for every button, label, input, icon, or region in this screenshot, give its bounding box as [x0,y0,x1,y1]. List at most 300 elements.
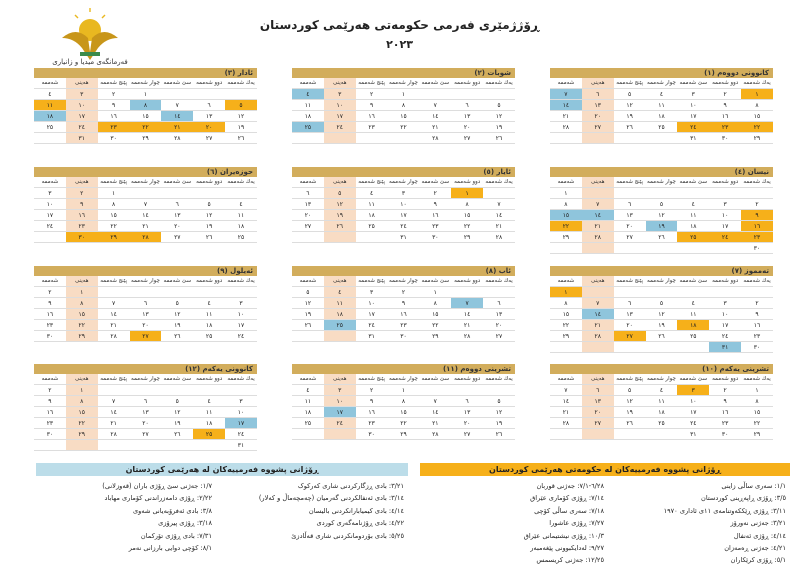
day-cell [356,232,388,243]
weekday-label: پێنج شەممە [356,78,388,89]
day-cell: ٢ [34,385,66,396]
day-cell: ١ [550,188,582,199]
day-cell: ١٢ [292,298,324,309]
weekday-label: یەك شەممە [483,78,515,89]
day-cell: ٢٠ [130,418,162,429]
holiday-entry: ٧/١٨: سەری ساڵی کۆچی [534,506,604,515]
day-cell: ١١ [677,309,709,320]
day-cell: ٢١ [451,320,483,331]
local-holidays-box [36,463,408,563]
day-cell: ٩ [356,100,388,111]
holiday-entry: ٣/١٨: ڕۆژی پیرۆزی [158,519,212,528]
day-cell: ١٢ [161,309,193,320]
day-cell [646,243,678,254]
day-cell: ٢٧ [451,133,483,144]
day-cell: ٤ [193,396,225,407]
day-cell: ١٣ [451,111,483,122]
day-cell: ٩ [356,396,388,407]
day-cell: ١٣ [292,199,324,210]
day-cell: ١٧ [225,320,257,331]
national-holidays-title: ڕۆژانی پشووە فەرمییەکان لە حکومەتی هەرێمی کوردستان [420,463,790,476]
day-cell: ١٣ [130,309,162,320]
day-cell: ١٩ [646,221,678,232]
weekday-label: دوو شەممە [193,374,225,385]
day-cell: ٢٦ [646,331,678,342]
day-cell [741,287,773,298]
day-cell: ١٠ [324,100,356,111]
day-cell: ١٠ [66,100,98,111]
day-cell: ١٢ [161,407,193,418]
month-title: ئایار (٥) [292,167,515,177]
day-cell: ٦ [451,396,483,407]
holiday-entry: ٩/٢٧: لەدایکبوونی پێغەمبەر [530,544,604,553]
day-cell: ١٤ [130,210,162,221]
day-cell: ٢ [98,89,130,100]
holiday-entry: ٨/١: کۆچی دوایی بارزانی نەمر [128,544,212,553]
day-cell: ١٨ [324,309,356,320]
day-cell: ٢٥ [324,320,356,331]
day-cell: ٢٧ [161,232,193,243]
day-cell: ٢٣ [98,122,130,133]
day-cell: ١٠ [356,298,388,309]
day-cell: ٢٢ [130,122,162,133]
holiday-entry: ٣/٥: ڕۆژی ڕاپەڕینی کوردستان [701,494,786,503]
day-cell: ١٧ [709,221,741,232]
day-cell [677,243,709,254]
weekday-label: چوار شەممە [130,78,162,89]
holiday-entry: ٥/١: ڕۆژی کرێکاران [730,556,786,565]
day-cell: ١٠ [677,100,709,111]
day-cell: ١٢ [646,210,678,221]
day-cell [483,287,515,298]
day-cell: ٢٧ [614,232,646,243]
weekday-label: سێ شەممە [677,177,709,188]
day-cell: ١٩ [324,210,356,221]
day-cell: ٢٦ [161,331,193,342]
day-cell: ٧ [419,396,451,407]
weekday-label: دوو شەممە [451,276,483,287]
holiday-entry: ٤/١٤: بادی کیمیابارانکردنی بالیسان [308,506,404,515]
day-cell: ٢٧ [292,221,324,232]
day-cell [130,188,162,199]
day-cell: ١١ [646,396,678,407]
day-cell [130,440,162,451]
day-cell: ٢٨ [582,232,614,243]
weekday-label: شەممە [34,276,66,287]
weekday-label: هەینی [324,374,356,385]
day-cell: ١٨ [677,221,709,232]
day-cell: ١٨ [292,111,324,122]
day-cell: ٢٧ [130,429,162,440]
day-cell: ١٢ [483,111,515,122]
weekday-label: هەینی [324,177,356,188]
day-cell [98,287,130,298]
day-cell: ٢٦ [292,320,324,331]
day-cell: ٦ [614,298,646,309]
local-holidays-title: ڕۆژانی پشووە فەرمییەکان لە هەرێمی کوردستان [36,463,408,476]
day-cell [614,287,646,298]
day-cell: ٢٥ [292,418,324,429]
day-cell [582,342,614,353]
weekday-label: هەینی [324,78,356,89]
day-cell: ١٦ [741,221,773,232]
day-cell: ١٥ [550,210,582,221]
day-cell [193,188,225,199]
day-cell: ٢٩ [66,331,98,342]
day-cell [451,287,483,298]
day-cell: ٣٠ [98,133,130,144]
day-cell: ٢٩ [451,232,483,243]
day-cell: ١٩ [483,418,515,429]
day-cell: ٢٠ [161,221,193,232]
day-cell: ٦ [582,385,614,396]
weekday-label: هەینی [582,177,614,188]
weekday-label: شەممە [550,177,582,188]
day-cell: ٢٤ [709,331,741,342]
day-cell: ٢٠ [451,418,483,429]
day-cell: ١٥ [66,309,98,320]
weekday-label: پێنج شەممە [614,78,646,89]
day-cell: ١٠ [709,210,741,221]
day-cell: ١٣ [582,100,614,111]
day-cell: ٣١ [356,331,388,342]
day-cell: ١٩ [161,418,193,429]
day-cell: ٢٥ [646,122,678,133]
day-cell: ١٦ [709,111,741,122]
day-cell: ١٧ [677,407,709,418]
month-calendar [34,364,257,451]
day-cell [550,342,582,353]
day-cell: ٢٣ [356,418,388,429]
day-cell: ٢٩ [130,133,162,144]
day-cell: ٢٨ [130,232,162,243]
weekday-label: پێنج شەممە [98,374,130,385]
day-cell: ١٤ [582,309,614,320]
day-cell: ١٦ [34,407,66,418]
day-cell: ٢٣ [66,221,98,232]
day-cell: ٢٨ [582,331,614,342]
day-cell [677,287,709,298]
day-cell: ٢١ [98,418,130,429]
day-cell: ٣٠ [741,243,773,254]
day-cell: ٢٢ [66,320,98,331]
weekday-label: سێ شەممە [161,374,193,385]
weekday-label: دوو شەممە [709,177,741,188]
holiday-entry: ٢/٢٢: ڕۆژی دامەزراندنی کۆماری مهاباد [104,494,212,503]
day-cell: ٢٤ [356,320,388,331]
weekday-label: شەممە [550,276,582,287]
day-cell: ٢١ [419,122,451,133]
day-cell: ٢٩ [388,429,420,440]
weekday-label: شەممە [34,78,66,89]
day-cell: ١٤ [483,210,515,221]
day-cell: ٢٠ [130,320,162,331]
day-cell: ٣٠ [709,429,741,440]
weekday-label: پێنج شەممە [356,276,388,287]
day-cell [193,440,225,451]
day-cell: ٢١ [161,122,193,133]
day-cell: ٦ [193,100,225,111]
day-cell: ٢٤ [324,418,356,429]
holiday-entry: ٤/٢٢: بادی ڕۆژنامەگەری کوردی [316,519,404,528]
day-cell: ٣١ [677,429,709,440]
day-cell: ١٩ [614,407,646,418]
day-cell: ١١ [193,407,225,418]
logo-caption: فەرمانگەی میدیا و زانیاری [52,58,128,66]
day-cell: ٢٠ [193,122,225,133]
day-cell: ٢٠ [582,111,614,122]
day-cell: ٢٤ [388,221,420,232]
weekday-label: پێنج شەممە [614,374,646,385]
day-cell: ٣٠ [356,429,388,440]
month-calendar [292,68,515,144]
day-cell: ٣١ [677,133,709,144]
day-cell: ٣٠ [741,342,773,353]
day-cell: ٨ [741,396,773,407]
day-cell: ٢٢ [550,221,582,232]
day-cell: ١٠ [34,199,66,210]
day-cell: ٢٥ [193,331,225,342]
holiday-entry: ٤/١٤: ڕۆژی ئەنفال [733,531,786,540]
day-cell: ٤ [292,385,324,396]
day-cell [193,287,225,298]
day-cell: ٢١ [550,111,582,122]
weekday-label: دوو شەممە [193,177,225,188]
day-cell: ٢٥ [292,122,324,133]
weekday-label: چوار شەممە [130,177,162,188]
holiday-entry: ١/٧: جەژنی سێ ڕۆژی باران (قەوزلانی) [102,482,212,490]
weekday-label: چوار شەممە [388,276,420,287]
day-cell: ٢١ [419,418,451,429]
day-cell: ١٥ [550,309,582,320]
month-title: کانوونی دووەم (١) [550,68,773,78]
day-cell: ٢١ [582,320,614,331]
day-cell: ٢٦ [646,232,678,243]
day-cell: ٣ [709,298,741,309]
day-cell: ١٣ [614,210,646,221]
month-calendar [550,68,773,144]
day-cell: ٢٥ [34,122,66,133]
day-cell: ٥ [646,298,678,309]
day-cell: ١٣ [483,309,515,320]
weekday-label: دوو شەممە [709,374,741,385]
day-cell [356,133,388,144]
day-cell: ١٠ [388,199,420,210]
day-cell: ٣ [225,298,257,309]
month-title: تشرینی یەکەم (١٠) [550,364,773,374]
weekday-label: دوو شەممە [451,177,483,188]
day-cell: ١٢ [614,396,646,407]
weekday-label: دوو شەممە [193,78,225,89]
day-cell: ١ [98,188,130,199]
day-cell: ٤ [324,287,356,298]
day-cell [161,188,193,199]
day-cell: ٢٥ [356,221,388,232]
day-cell: ٧ [550,385,582,396]
weekday-label: هەینی [66,78,98,89]
day-cell: ١ [388,385,420,396]
day-cell: ٢٤ [225,331,257,342]
day-cell: ١٤ [161,111,193,122]
local-holidays-col-b [216,480,404,542]
day-cell: ٥ [161,396,193,407]
day-cell: ٩ [34,396,66,407]
day-cell: ١٠ [709,309,741,320]
weekday-label: پێنج شەممە [356,374,388,385]
holiday-entry: ٣/٢١: بادی ڕزگارکردنی شاری کەرکوک [297,482,404,490]
month-calendar [550,266,773,353]
day-cell [292,429,324,440]
month-calendar [550,364,773,440]
day-cell: ٧ [419,100,451,111]
holiday-entry: ٣/٢١: جەژنی نەورۆز [730,519,786,528]
day-cell: ١٨ [677,320,709,331]
holiday-entry: ٧/٢٧: ڕۆژی عاشورا [549,519,604,528]
weekday-label: پێنج شەممە [98,177,130,188]
day-cell: ٢٠ [292,210,324,221]
day-cell: ١٤ [419,111,451,122]
day-cell: ٥ [483,100,515,111]
month-calendar [34,167,257,243]
day-cell: ٢٣ [356,122,388,133]
day-cell: ٢٧ [582,122,614,133]
day-cell: ٢٦ [614,418,646,429]
day-cell: ٢ [741,298,773,309]
day-cell: ٦ [292,188,324,199]
day-cell: ١٩ [193,221,225,232]
day-cell [741,188,773,199]
day-cell: ٦ [130,298,162,309]
national-holidays-col-b [424,480,604,567]
holiday-entry: ٥/٢٥: بادی بۆردومانکردنی شاری قەڵادزێ [291,531,404,540]
day-cell: ١ [419,287,451,298]
weekday-label: چوار شەممە [388,374,420,385]
day-cell [161,385,193,396]
weekday-label: یەك شەممە [741,78,773,89]
day-cell: ٤ [646,89,678,100]
day-cell: ٢٣ [741,331,773,342]
weekday-label: یەك شەممە [741,177,773,188]
day-cell [646,133,678,144]
day-cell [419,89,451,100]
day-cell: ١٠ [324,396,356,407]
day-cell: ٢١ [98,320,130,331]
day-cell [225,385,257,396]
day-cell: ٢٩ [66,429,98,440]
day-cell [677,188,709,199]
day-cell: ٨ [98,199,130,210]
day-cell [677,342,709,353]
day-cell: ١٩ [483,122,515,133]
day-cell: ٥ [193,199,225,210]
day-cell [130,287,162,298]
day-cell [419,385,451,396]
day-cell: ١٩ [161,320,193,331]
day-cell [550,429,582,440]
day-cell: ١٠ [225,309,257,320]
month-calendar [292,364,515,440]
day-cell: ٢٠ [451,122,483,133]
day-cell: ٢٦ [614,122,646,133]
day-cell [646,342,678,353]
day-cell: ٢٢ [98,221,130,232]
day-cell: ٢٨ [419,429,451,440]
day-cell: ١ [550,287,582,298]
day-cell: ٤ [677,298,709,309]
day-cell: ٥ [292,287,324,298]
day-cell: ١٨ [34,111,66,122]
weekday-label: چوار شەممە [388,78,420,89]
weekday-label: سێ شەممە [419,177,451,188]
day-cell: ٩ [741,210,773,221]
day-cell [709,287,741,298]
day-cell: ٧ [582,298,614,309]
day-cell: ٢١ [550,407,582,418]
day-cell: ٩ [388,298,420,309]
day-cell: ١٩ [225,122,257,133]
day-cell [193,89,225,100]
day-cell: ١ [130,89,162,100]
day-cell: ٢٢ [741,418,773,429]
day-cell: ٢ [34,287,66,298]
day-cell: ٢٦ [193,232,225,243]
day-cell: ١٥ [66,407,98,418]
day-cell [98,385,130,396]
day-cell: ٢٦ [483,429,515,440]
day-cell: ٣ [324,385,356,396]
day-cell: ٢٣ [709,122,741,133]
day-cell: ١ [741,385,773,396]
day-cell [582,133,614,144]
day-cell: ٦ [614,199,646,210]
day-cell: ٦ [451,100,483,111]
day-cell [193,385,225,396]
day-cell [646,429,678,440]
day-cell [646,188,678,199]
day-cell: ٤ [34,89,66,100]
day-cell: ٢١ [582,221,614,232]
day-cell [324,232,356,243]
day-cell [34,232,66,243]
day-cell: ١٤ [451,309,483,320]
day-cell: ١٧ [324,111,356,122]
day-cell [161,440,193,451]
day-cell [483,89,515,100]
day-cell: ٢٧ [614,331,646,342]
day-cell: ٨ [451,199,483,210]
day-cell: ٣٠ [709,133,741,144]
day-cell: ٣ [66,89,98,100]
day-cell [614,429,646,440]
day-cell: ١٣ [451,407,483,418]
day-cell: ١٤ [550,396,582,407]
weekday-label: چوار شەممە [646,276,678,287]
day-cell: ٢ [709,89,741,100]
day-cell: ٢٨ [419,133,451,144]
day-cell [161,287,193,298]
day-cell: ٣ [356,287,388,298]
day-cell: ٨ [66,396,98,407]
weekday-label: سێ شەممە [419,276,451,287]
weekday-label: هەینی [66,374,98,385]
day-cell: ٢ [388,287,420,298]
month-title: تشرینی دووەم (١١) [292,364,515,374]
day-cell: ٢ [356,89,388,100]
day-cell: ١٦ [98,111,130,122]
day-cell: ٢٩ [741,133,773,144]
weekday-label: سێ شەممە [161,177,193,188]
day-cell: ١٤ [550,100,582,111]
